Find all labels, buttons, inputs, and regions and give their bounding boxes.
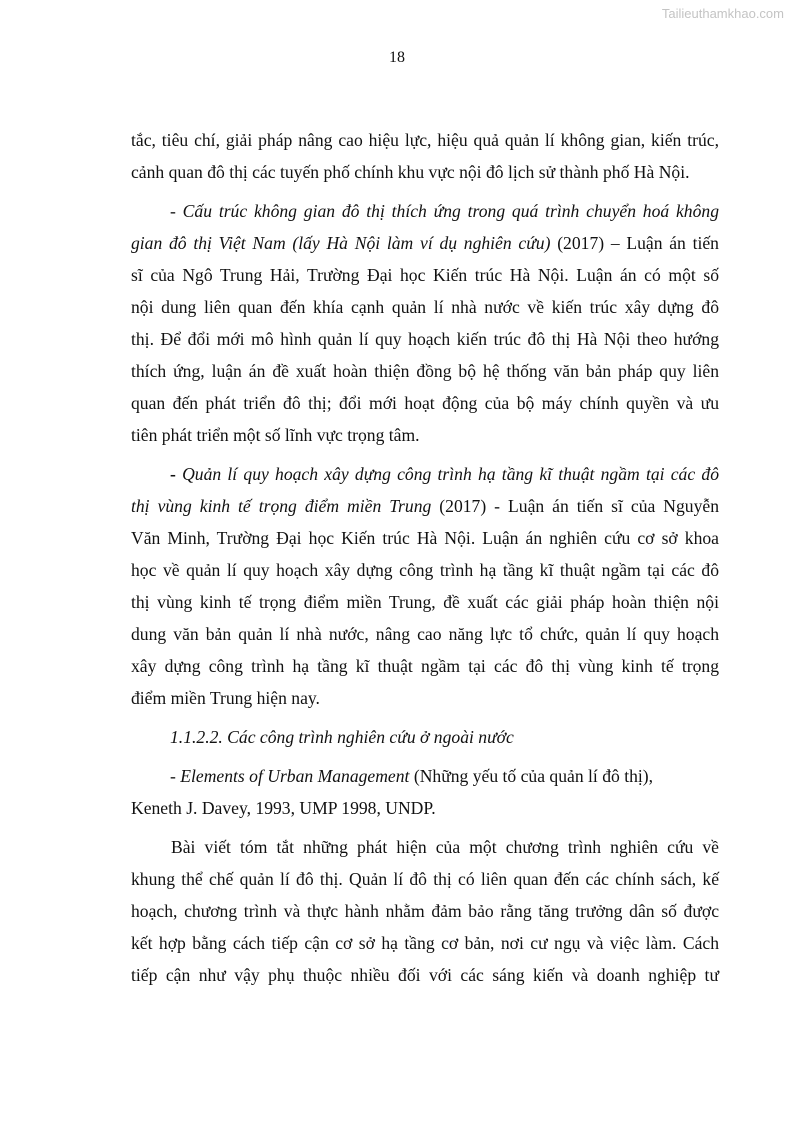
italic-title: Quản lí quy hoạch xây dựng công trình hạ tầng kĩ thuật ngầm tại các đô [175, 464, 719, 484]
text-line: Keneth J. Davey, 1993, UMP 1998, UNDP. [131, 798, 436, 818]
italic-title: Elements of Urban Management [180, 766, 410, 786]
text-line: thị vùng kinh tế trọng điểm miền Trung, đề xuất các giải pháp hoàn thiện nội [131, 592, 719, 612]
text-line: cảnh quan đô thị các tuyến phố chính khu vực nội đô lịch sử thành phố Hà Nội. [131, 162, 690, 182]
text-line: thích ứng, luận án đề xuất hoàn thiện đồng bộ hệ thống văn bản pháp quy liên [131, 361, 719, 381]
text-line: học về quản lí quy hoạch xây dựng công trình hạ tầng kĩ thuật ngầm tại các đô [131, 560, 719, 580]
dash: - [170, 766, 181, 786]
text-line [131, 490, 719, 522]
paragraph-5 [131, 831, 719, 991]
paragraph-3 [131, 458, 719, 714]
text-span: (2017) – Luận án tiến [550, 233, 719, 253]
heading-text: 1.1.2.2. Các công trình nghiên cứu ở ngoài nước [170, 727, 514, 747]
text-line: kết hợp bằng cách tiếp cận cơ sở hạ tầng cơ bản, nơi cư ngụ và việc làm. Cách [131, 933, 719, 953]
text-line [131, 760, 719, 792]
text-line [131, 195, 719, 227]
section-heading [131, 721, 719, 753]
text-line: quan đến phát triển đô thị; đổi mới hoạt động của bộ máy chính quyền và ưu [131, 393, 719, 413]
text-line: sĩ của Ngô Trung Hải, Trường Đại học Kiến trúc Hà Nội. Luận án có một số [131, 265, 719, 285]
page-number: 18 [389, 49, 405, 66]
bold-dash: - [170, 464, 176, 484]
text-line: điểm miền Trung hiện nay. [131, 688, 320, 708]
text-line: tiếp cận như vậy phụ thuộc nhiều đối với các sáng kiến và doanh nghiệp tư [131, 965, 719, 985]
text-line: thị. Để đổi mới mô hình quản lí quy hoạch kiến trúc đô thị Hà Nội theo hướng [131, 329, 719, 349]
text-line: tắc, tiêu chí, giải pháp nâng cao hiệu lực, hiệu quả quản lí không gian, kiến trúc, [131, 130, 719, 150]
paragraph-1 [131, 124, 719, 188]
text-line: tiên phát triển một số lĩnh vực trọng tâm. [131, 425, 420, 445]
text-line [131, 227, 719, 259]
text-line: nội dung liên quan đến khía cạnh quản lí nhà nước về kiến trúc xây dựng đô [131, 297, 719, 317]
watermark: Tailieuthamkhao.com [661, 6, 784, 21]
page-body [131, 124, 719, 991]
text-line: khung thể chế quản lí đô thị. Quản lí đô thị có liên quan đến các chính sách, kế [131, 869, 719, 889]
italic-title: - Cấu trúc không gian đô thị thích ứng trong quá trình chuyển hoá không [170, 201, 719, 221]
text-span: (Những yếu tố của quản lí đô thị), [409, 766, 654, 786]
text-line: Văn Minh, Trường Đại học Kiến trúc Hà Nội. Luận án nghiên cứu cơ sở khoa [131, 528, 719, 548]
paragraph-2 [131, 195, 719, 451]
text-line: Bài viết tóm tắt những phát hiện của một chương trình nghiên cứu về [171, 837, 719, 857]
text-line: dung văn bản quản lí nhà nước, nâng cao năng lực tổ chức, quản lí quy hoạch [131, 624, 719, 644]
text-line: hoạch, chương trình và thực hành nhằm đảm bảo rằng tăng trưởng dân số được [131, 901, 719, 921]
text-line [131, 458, 719, 490]
text-span: (2017) - Luận án tiến sĩ của Nguyễn [431, 496, 719, 516]
italic-title: thị vùng kinh tế trọng điểm miền Trung [131, 496, 432, 516]
text-line: xây dựng công trình hạ tầng kĩ thuật ngầm tại các đô thị vùng kinh tế trọng [131, 656, 719, 676]
paragraph-4 [131, 760, 719, 824]
italic-title: gian đô thị Việt Nam (lấy Hà Nội làm ví dụ nghiên cứu) [131, 233, 551, 253]
